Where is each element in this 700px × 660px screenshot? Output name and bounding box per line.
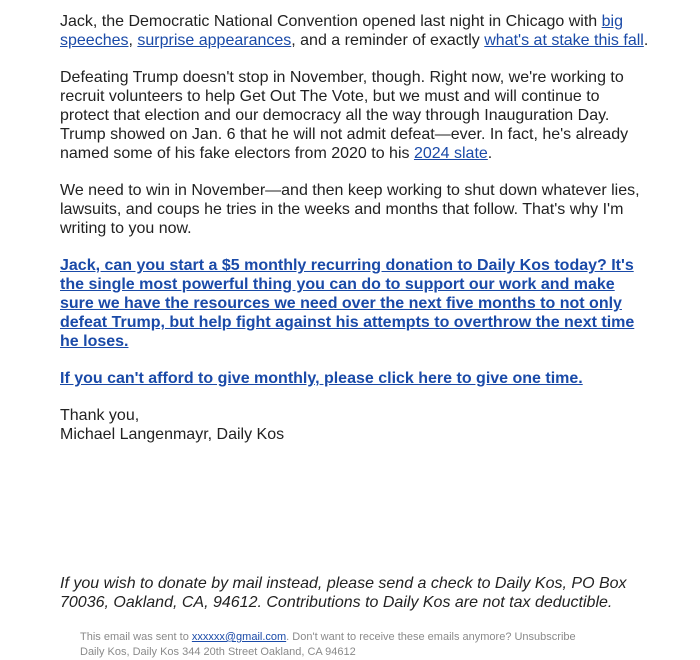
- monthly-donation-link[interactable]: Jack, can you start a $5 monthly recurring donation to Daily Kos today? It's the single most powerful thing you can do to support our work and make sure we have the resources we need over the next five months to not only defeat Trump, but help fight against his attempts to overthrow the next time he loses.: [60, 257, 635, 350]
- one-time-donation-paragraph: [60, 369, 650, 388]
- whats-at-stake-link[interactable]: what's at stake this fall: [484, 32, 644, 49]
- unsubscribe-text: . Don't want to receive these emails anymore? Unsubscribe: [286, 631, 576, 643]
- email-footer: [80, 630, 660, 660]
- intro-end: .: [643, 32, 649, 49]
- recipient-email-link[interactable]: xxxxxx@gmail.com: [191, 631, 287, 643]
- one-time-donation-link[interactable]: If you can't afford to give monthly, please click here to give one time.: [60, 370, 583, 387]
- email-body: [60, 12, 650, 462]
- win-november-paragraph: We need to win in November—and then keep working to shut down whatever lies, lawsuits, and coups he tries in the weeks and months that follow. That's why I'm writing to you now.: [60, 182, 640, 237]
- volunteers-end: .: [487, 145, 493, 162]
- signoff-block: [60, 406, 650, 444]
- big-speeches-link[interactable]: big speeches: [60, 13, 623, 49]
- volunteers-paragraph: [60, 68, 650, 163]
- volunteers-text: Defeating Trump doesn't stop in November, though. Right now, we're working to recruit volunteers to help Get Out The Vote, but we must and will continue to protect that election and our democracy all the way through Inauguration Day. Trump showed on Jan. 6 that he will not admit defeat—ever. In fact, he's already named some of his fake electors from 2020 to his: [60, 69, 629, 162]
- slate-2024-link[interactable]: 2024 slate: [413, 145, 488, 162]
- intro-separator-2: , and a reminder of exactly: [291, 32, 485, 49]
- signoff-text: Thank you,: [60, 407, 140, 424]
- sender-address: Daily Kos, Daily Kos 344 20th Street Oakland, CA 94612: [80, 646, 356, 658]
- monthly-donation-paragraph: [60, 256, 650, 351]
- sent-to-text: This email was sent to: [80, 631, 192, 643]
- surprise-appearances-link[interactable]: surprise appearances: [137, 32, 292, 49]
- intro-text: Jack, the Democratic National Convention opened last night in Chicago with: [60, 13, 602, 30]
- intro-paragraph: [60, 12, 650, 50]
- intro-separator-1: ,: [128, 32, 138, 49]
- signature-text: Michael Langenmayr, Daily Kos: [60, 426, 285, 443]
- donate-by-mail-note: If you wish to donate by mail instead, please send a check to Daily Kos, PO Box 70036, Oakland, CA, 94612. Contributions to Daily Kos are not tax deductible.: [60, 575, 627, 611]
